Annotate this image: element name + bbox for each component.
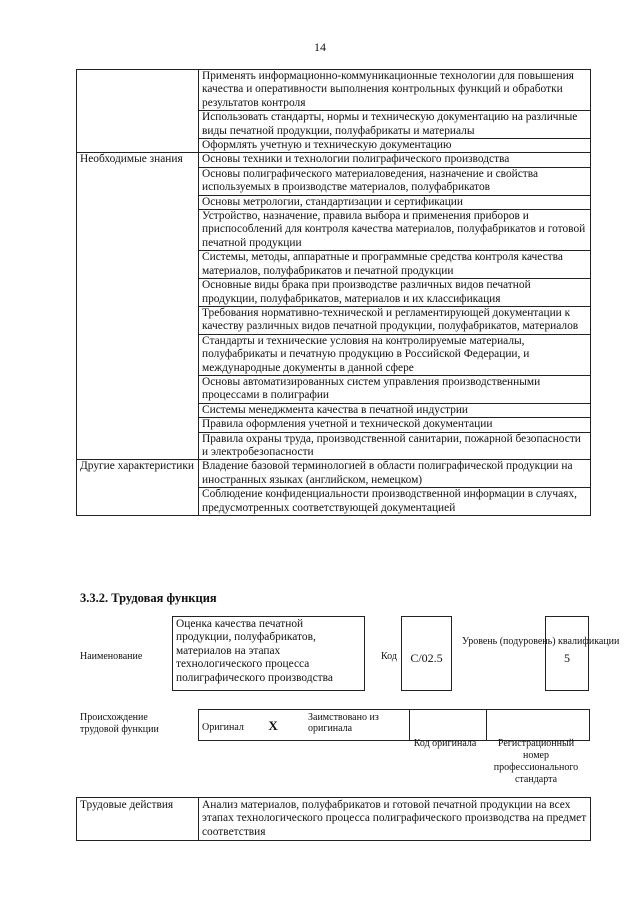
code-original-caption: Код оригинала <box>413 738 477 749</box>
origin-code-cell <box>410 710 487 741</box>
requirements-item: Основные виды брака при производстве различных видов печатной продукции, полуфабрикатов, материалов и их классификация <box>199 279 591 307</box>
requirements-item: Оформлять учетную и техническую документацию <box>199 139 591 153</box>
original-mark: X <box>268 718 278 733</box>
page-number: 14 <box>314 40 326 54</box>
requirements-item: Основы метрологии, стандартизации и сертификации <box>199 195 591 209</box>
name-label: Наименование <box>80 651 143 662</box>
requirements-item: Применять информационно-коммуникационные технологии для повышения качества и оперативности выполнения контрольных функций и обработки результатов контроля <box>199 70 591 111</box>
function-name: Оценка качества печатной продукции, полуфабрикатов, материалов на этапах технологического процесса полиграфического производства <box>172 616 365 691</box>
requirements-item: Основы автоматизированных систем управления производственными процессами в полиграфии <box>199 375 591 403</box>
requirements-item: Правила оформления учетной и технической документации <box>199 418 591 432</box>
reg-number-caption: Регистрационный номер профессионального стандарта <box>493 738 579 785</box>
origin-table <box>198 709 590 741</box>
requirements-item: Основы полиграфического материаловедения, назначение и свойства используемых в производстве материалов, полуфабрикатов <box>199 167 591 195</box>
level-label-text: Уровень (подуровень) квалификации <box>462 636 620 647</box>
origin-reg-cell <box>487 710 590 741</box>
section-title: 3.3.2. Трудовая функция <box>80 591 217 605</box>
requirements-group-header: Другие характеристики <box>77 460 199 516</box>
requirements-item: Устройство, назначение, правила выбора и применения приборов и приспособлений для контроля качества материалов, полуфабрикатов и готовой печатной продукции <box>199 210 591 251</box>
requirements-group-header <box>77 70 199 153</box>
requirements-row <box>77 70 591 111</box>
requirements-item: Использовать стандарты, нормы и техническую документацию на различные виды печатной продукции, полуфабрикаты и материалы <box>199 111 591 139</box>
function-code: C/02.5 <box>401 616 452 691</box>
requirements-item: Правила охраны труда, производственной санитарии, пожарной безопасности и электробезопасности <box>199 432 591 460</box>
requirements-item: Требования нормативно-технической и регламентирующей документации к качеству различных видов печатной продукции, полуфабрикатов, материалов <box>199 306 591 334</box>
original-label: Оригинал <box>202 722 244 733</box>
requirements-item: Основы техники и технологии полиграфического производства <box>199 153 591 167</box>
requirements-item: Системы менеджмента качества в печатной индустрии <box>199 403 591 417</box>
actions-table <box>76 797 591 841</box>
requirements-row <box>77 460 591 488</box>
requirements-row <box>77 153 591 167</box>
requirements-item: Соблюдение конфиденциальности производственной информации в случаях, предусмотренных соответствующей документацией <box>199 488 591 516</box>
origin-original-cell <box>199 710 306 741</box>
requirements-table <box>76 69 591 516</box>
requirements-item: Владение базовой терминологией в области полиграфической продукции на иностранных языках (английском, немецком) <box>199 460 591 488</box>
actions-item: Анализ материалов, полуфабрикатов и готовой печатной продукции на всех этапах технологического процесса полиграфического производства на предмет соответствия <box>199 798 591 841</box>
requirements-group-header: Необходимые знания <box>77 153 199 460</box>
code-label: Код <box>381 651 397 662</box>
requirements-item: Системы, методы, аппаратные и программные средства контроля качества материалов, полуфабрикатов и печатной продукции <box>199 251 591 279</box>
origin-borrowed-cell <box>305 710 410 741</box>
level-value: 5 <box>545 616 589 691</box>
actions-header: Трудовые действия <box>77 798 199 841</box>
borrowed-label: Заимствовано из оригинала <box>308 712 379 734</box>
requirements-item: Стандарты и технические условия на контролируемые материалы, полуфабрикаты и печатную продукцию в Российской Федерации, и международные документы в данной сфере <box>199 334 591 375</box>
level-label <box>462 636 619 648</box>
actions-row <box>77 798 591 841</box>
origin-label: Происхождение трудовой функции <box>80 712 159 735</box>
